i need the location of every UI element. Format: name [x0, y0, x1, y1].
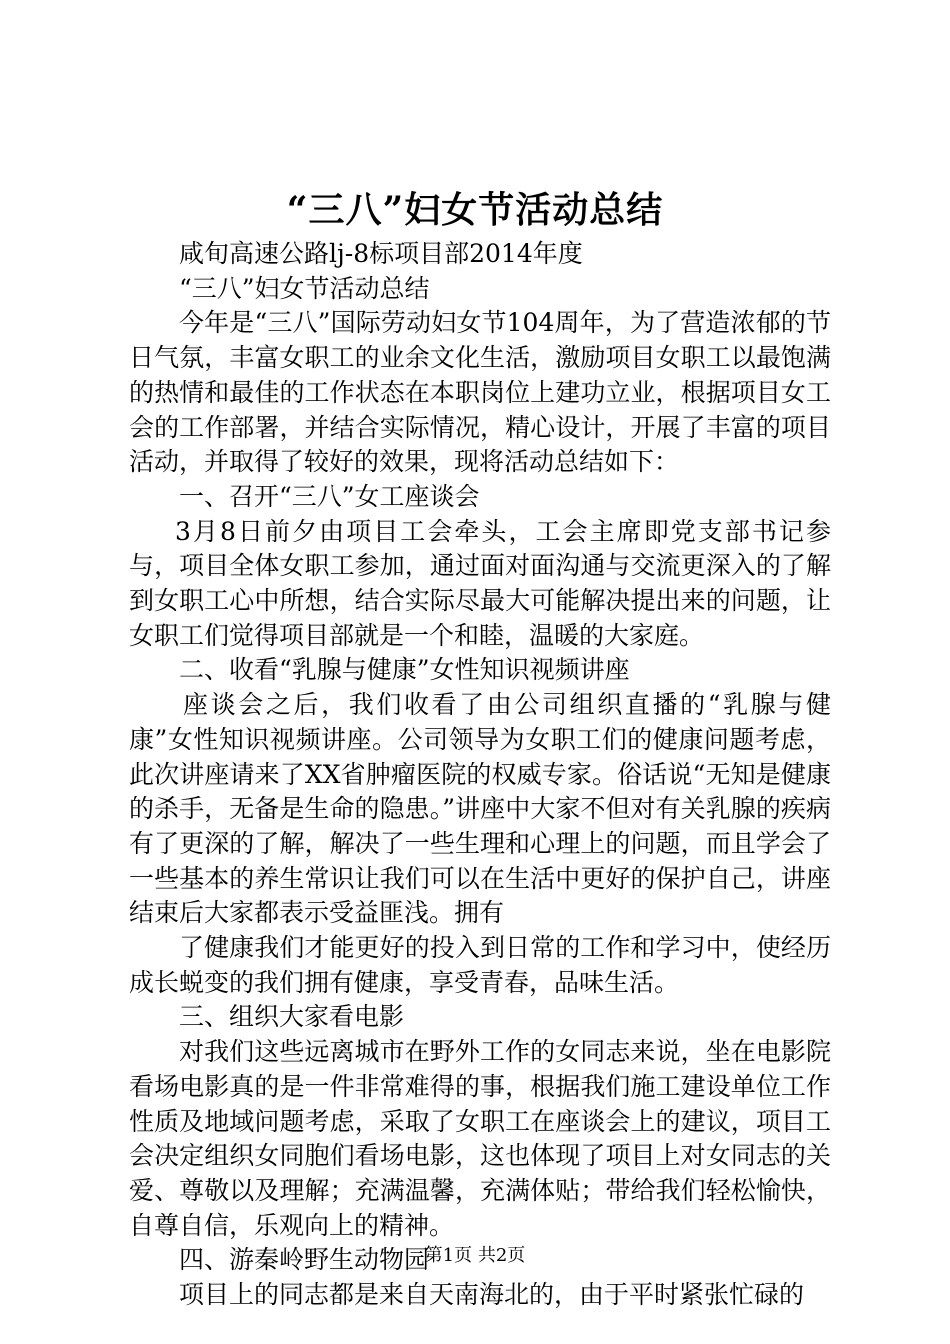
section-heading-4: 四、游秦岭野生动物园 — [179, 1245, 430, 1275]
section-4-paragraph: 项目上的同志都是来自天南海北的，由于平时紧张忙碌的 — [179, 1280, 805, 1310]
section-heading-3: 三、组织大家看电影 — [179, 1002, 405, 1032]
intro-paragraph: 今年是“三八”国际劳动妇女节104周年，为了营造浓郁的节日气氛，丰富女职工的业余文化生活，激励项目女职工以最饱满的热情和最佳的工作状态在本职岗位上建功立业，根据项目女工会的工作部署，并结合实际情况，精心设计，开展了丰富的项目活动，并取得了较好的效果，现将活动总结如下： — [129, 308, 831, 477]
section-2-continuation: 了健康我们才能更好的投入到日常的工作和学习中，使经历成长蜕变的我们拥有健康，享受青春，品味生活。 — [129, 933, 831, 997]
header-line-2: “三八”妇女节活动总结 — [179, 273, 430, 303]
document-body — [129, 237, 831, 1313]
section-3-paragraph: 对我们这些远离城市在野外工作的女同志来说，坐在电影院看场电影真的是一件非常难得的事，根据我们施工建设单位工作性质及地域问题考虑，采取了女职工在座谈会上的建议，项目工会决定组织女同胞们看场电影，这也体现了项目上对女同志的关爱、尊敬以及理解；充满温馨，充满体贴；带给我们轻松愉快，自尊自信，乐观向上的精神。 — [129, 1037, 831, 1240]
header-line-1: 咸旬高速公路lj-8标项目部2014年度 — [179, 239, 583, 268]
page-footer: 第1页 共2页 — [424, 1245, 526, 1266]
section-heading-1: 一、召开“三八”女工座谈会 — [179, 481, 480, 511]
section-heading-2: 二、收看“乳腺与健康”女性知识视频讲座 — [179, 655, 630, 685]
section-2-paragraph: 座谈会之后，我们收看了由公司组织直播的“乳腺与健康”女性知识视频讲座。公司领导为女职工们的健康问题考虑，此次讲座请来了XX省肿瘤医院的权威专家。俗话说“无知是健康的杀手，无备是生命的隐患。”讲座中大家不但对有关乳腺的疾病有了更深的了解，解决了一些生理和心理上的问题，而且学会了一些基本的养生常识让我们可以在生活中更好的保护自己，讲座结束后大家都表示受益匪浅。拥有 — [129, 690, 831, 928]
document-title: “三八”妇女节活动总结 — [286, 189, 664, 231]
section-1-paragraph: 3月8日前夕由项目工会牵头，工会主席即党支部书记参与，项目全体女职工参加，通过面对面沟通与交流更深入的了解到女职工心中所想，结合实际尽最大可能解决提出来的问题，让女职工们觉得项目部就是一个和睦，温暖的大家庭。 — [129, 516, 831, 650]
